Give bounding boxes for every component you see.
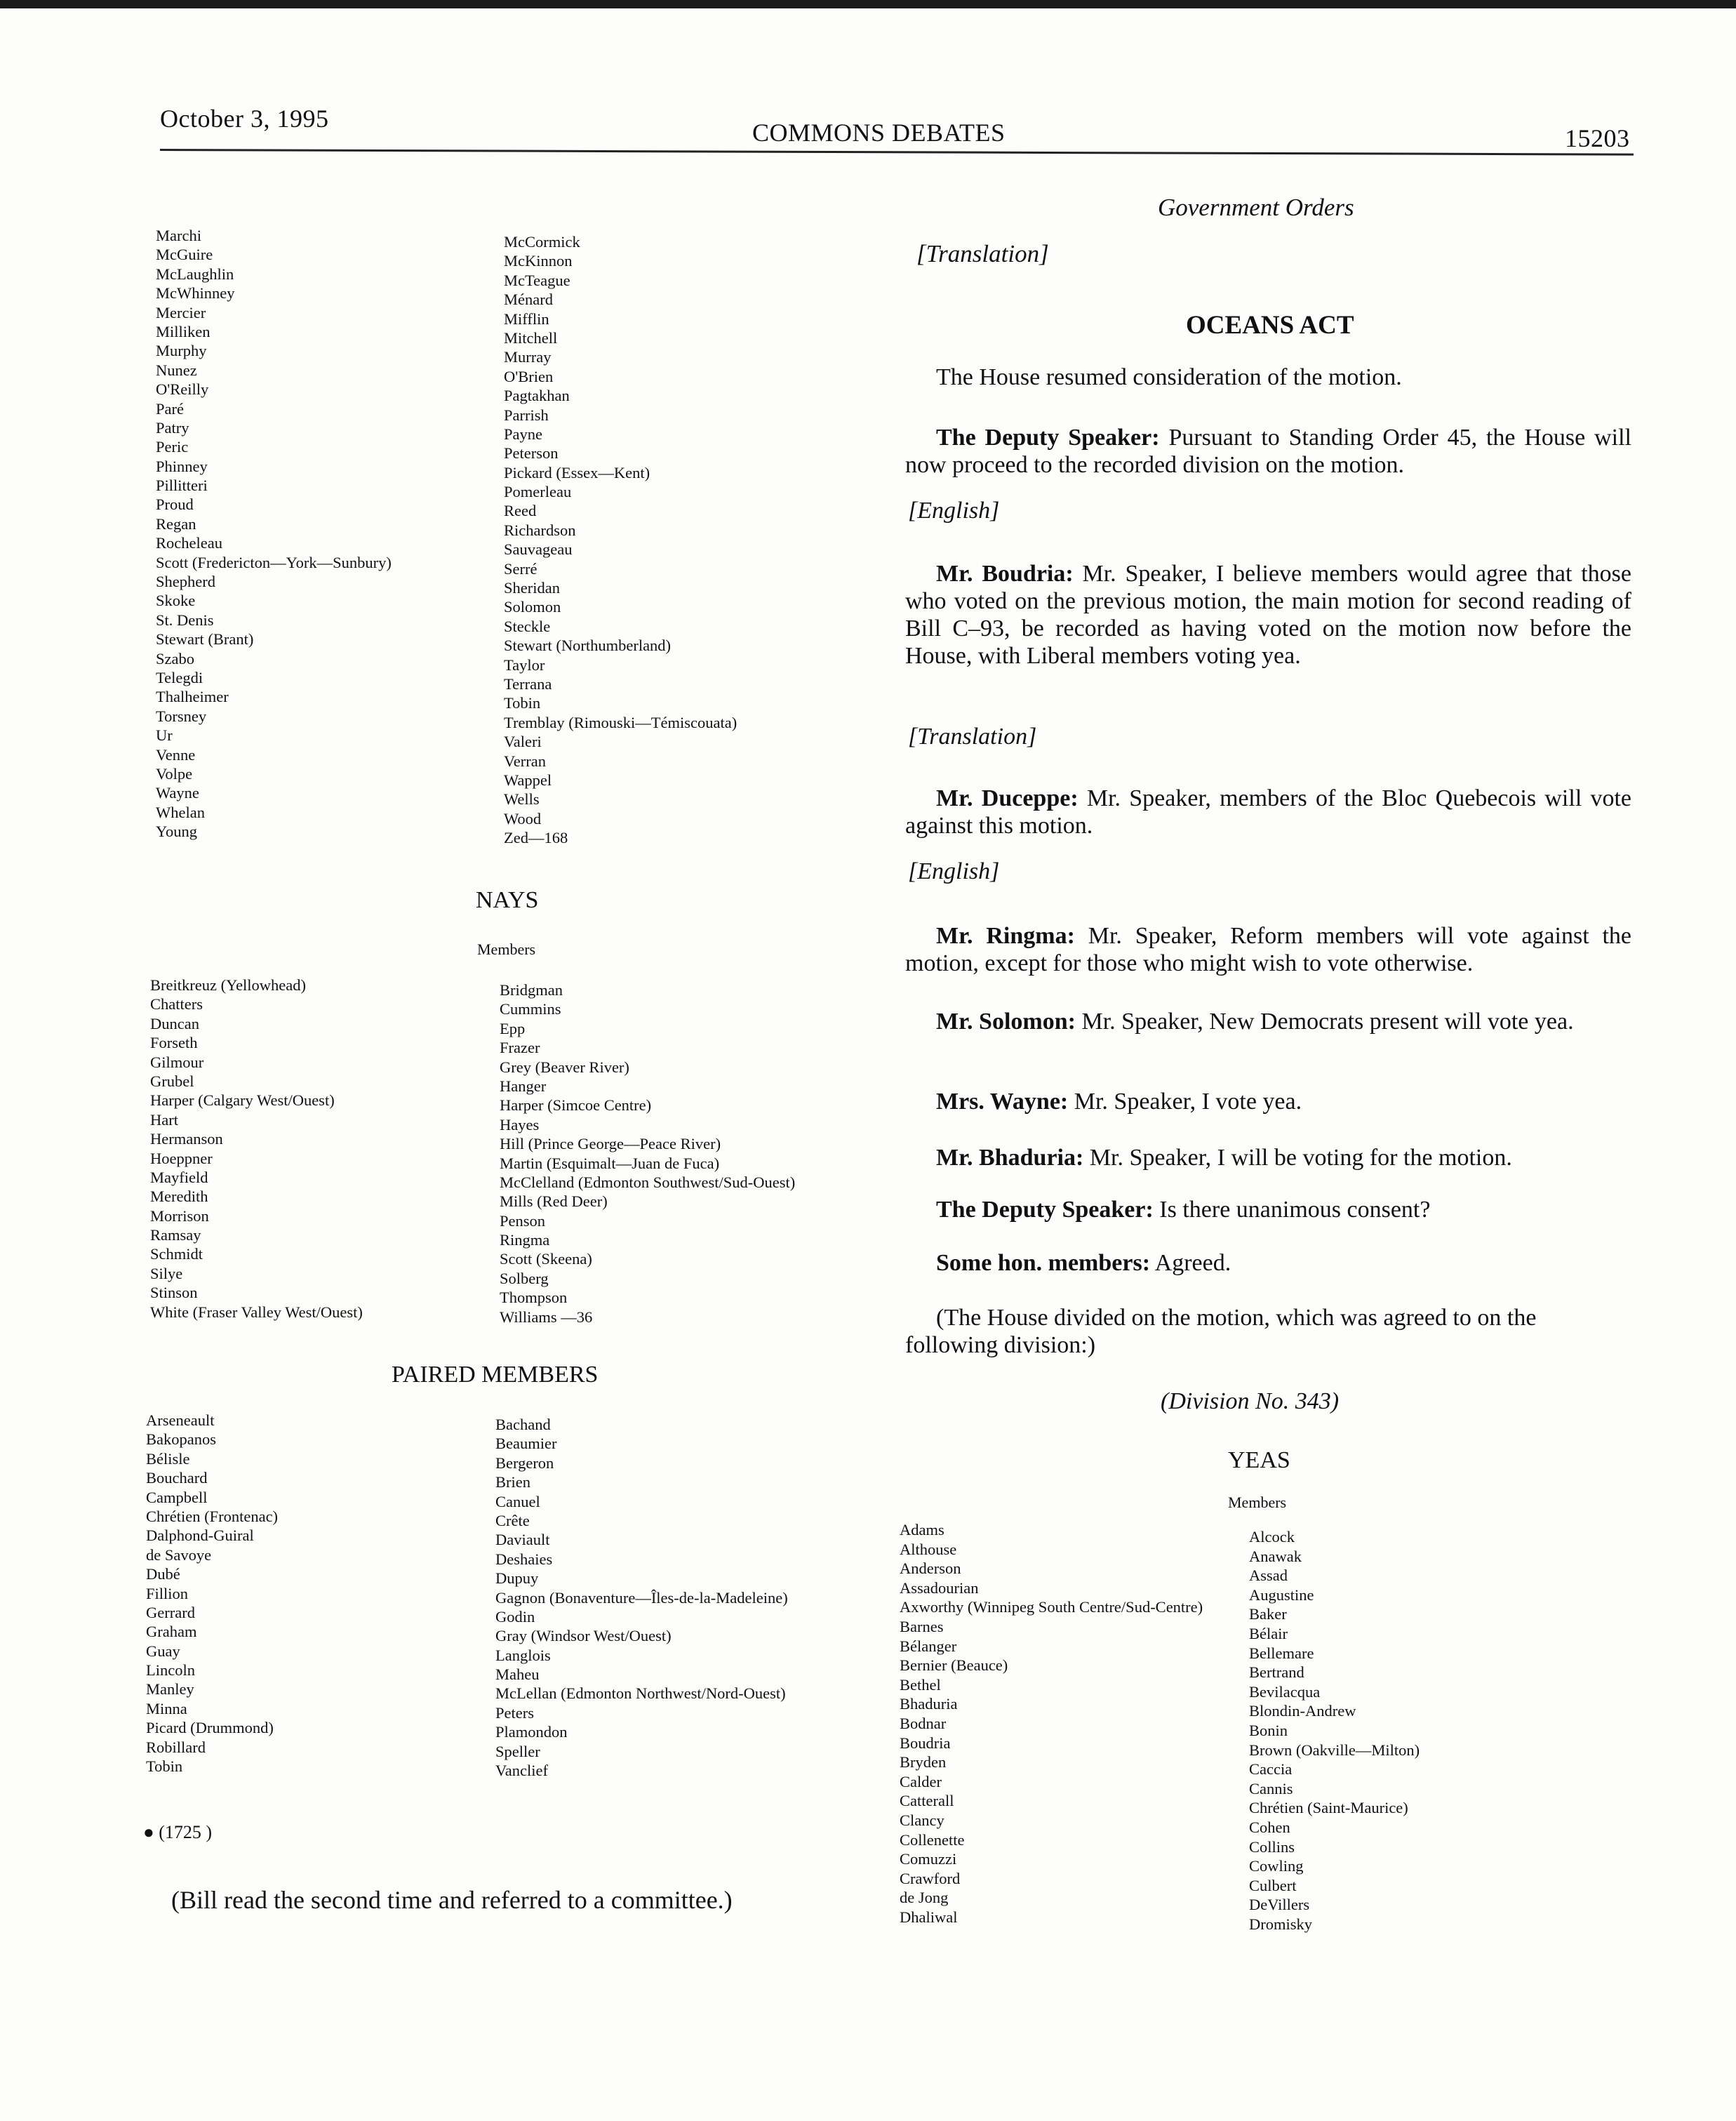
member-name: Verran: [504, 752, 546, 770]
member-name: Graham: [146, 1623, 197, 1641]
speaker-name: Mr. Boudria:: [936, 561, 1074, 587]
yeas-continued-col1: [156, 226, 392, 842]
member-name: Shepherd: [156, 573, 215, 591]
member-name: Marchi: [156, 227, 201, 244]
member-name: Cohen: [1249, 1818, 1290, 1836]
member-name: Manley: [146, 1680, 194, 1698]
speech-solomon: [905, 1008, 1631, 1035]
member-name: Dalphond-Guiral: [146, 1527, 254, 1545]
english-marker-2: [English]: [908, 858, 1000, 884]
member-name: McCormick: [504, 233, 580, 251]
speaker-name: Some hon. members:: [936, 1250, 1151, 1276]
member-name: Bertrand: [1249, 1663, 1304, 1682]
member-name: McKinnon: [504, 252, 573, 270]
time-marker: ● (1725 ): [143, 1822, 213, 1842]
member-name: Bodnar: [900, 1714, 947, 1732]
member-name: Plamondon: [495, 1723, 568, 1741]
member-name: Bonin: [1249, 1721, 1288, 1739]
member-name: Canuel: [495, 1492, 540, 1510]
member-name: Proud: [156, 496, 194, 514]
member-name: O'Brien: [504, 367, 554, 385]
member-name: Ur: [156, 726, 173, 745]
member-name: Hayes: [500, 1115, 540, 1133]
member-name: Bridgman: [500, 981, 563, 999]
member-name: Scott (Fredericton—York—Sunbury): [156, 553, 392, 571]
member-name: Wood: [504, 809, 542, 827]
member-name: Peterson: [504, 444, 559, 463]
speech-text: Mr. Speaker, Reform members will vote against the motion, except for those who might wish to vote otherwise.: [905, 923, 1631, 976]
member-name: Crête: [495, 1511, 530, 1529]
member-name: Zed—168: [504, 829, 568, 847]
member-name: Bethel: [900, 1675, 941, 1694]
member-name: de Jong: [900, 1889, 949, 1907]
member-name: Brown (Oakville—Milton): [1249, 1741, 1420, 1759]
member-name: Szabo: [156, 649, 194, 667]
member-name: Skoke: [156, 592, 196, 610]
member-name: Bergeron: [495, 1454, 554, 1472]
speech-boudria: [905, 560, 1631, 670]
header-title: COMMONS DEBATES: [752, 119, 1006, 147]
translation-marker-1: [Translation]: [916, 240, 1049, 267]
member-name: Harper (Calgary West/Ouest): [150, 1091, 335, 1110]
member-name: Comuzzi: [900, 1850, 957, 1868]
member-name: Thompson: [500, 1289, 568, 1307]
paired-col1: [146, 1411, 278, 1776]
speech-text: Pursuant to Standing Order 45, the House will now proceed to the recorded division on the motion.: [905, 425, 1632, 478]
member-name: Ramsay: [150, 1226, 201, 1244]
speaker-name: Mr. Solomon:: [936, 1009, 1076, 1035]
speech-duceppe: [905, 785, 1631, 839]
member-name: Brien: [495, 1473, 530, 1491]
member-name: Ringma: [500, 1231, 550, 1249]
member-name: St. Denis: [156, 611, 214, 629]
member-name: Young: [156, 823, 197, 841]
member-name: Assadourian: [900, 1578, 979, 1597]
member-name: Grubel: [150, 1072, 194, 1090]
member-name: Anderson: [900, 1560, 961, 1578]
member-name: Phinney: [156, 457, 208, 475]
member-name: DeVillers: [1249, 1896, 1310, 1914]
member-name: Catterall: [900, 1792, 954, 1810]
member-name: Chrétien (Frontenac): [146, 1507, 279, 1525]
member-name: Richardson: [504, 521, 576, 539]
speech-bhaduria: [905, 1144, 1631, 1171]
nays-col2: [500, 980, 795, 1327]
member-name: Epp: [500, 1019, 526, 1037]
member-name: Solomon: [504, 598, 561, 616]
nays-members-label: Members: [477, 940, 536, 958]
yeas-heading: YEAS: [1228, 1447, 1290, 1473]
member-name: Collins: [1249, 1837, 1295, 1856]
member-name: Tremblay (Rimouski—Témiscouata): [504, 713, 737, 731]
speech-wayne: [905, 1088, 1631, 1115]
speaker-name: The Deputy Speaker:: [936, 1197, 1154, 1223]
member-name: Bhaduria: [900, 1695, 958, 1713]
member-name: Mills (Red Deer): [500, 1192, 608, 1211]
member-name: Silye: [150, 1264, 183, 1282]
speech-text: Mr. Speaker, I will be voting for the motion.: [1089, 1145, 1512, 1171]
yeas-col1: [900, 1520, 1203, 1927]
member-name: Dubé: [146, 1565, 180, 1583]
yeas-members-label: Members: [1228, 1494, 1287, 1511]
member-name: de Savoye: [146, 1545, 212, 1564]
member-name: Collenette: [900, 1830, 965, 1849]
speech-text: Mr. Speaker, I believe members would agree that those who voted on the previous motion, the main motion for second reading of Bill C–93, be recorded as having voted on the motion now before the House, with Liberal members voting yea.: [905, 561, 1631, 669]
member-name: Lincoln: [146, 1661, 195, 1680]
member-name: Williams —36: [500, 1308, 593, 1326]
member-name: Adams: [900, 1521, 944, 1538]
member-name: Hoeppner: [150, 1149, 213, 1167]
member-name: Solberg: [500, 1269, 549, 1287]
member-name: Alcock: [1249, 1528, 1295, 1545]
member-name: Baker: [1249, 1605, 1287, 1623]
member-name: Robillard: [146, 1738, 206, 1756]
member-name: Minna: [146, 1699, 187, 1717]
member-name: Volpe: [156, 764, 193, 783]
member-name: Mayfield: [150, 1168, 208, 1186]
member-name: Tobin: [146, 1757, 183, 1776]
member-name: Bakopanos: [146, 1430, 216, 1449]
member-name: Dupuy: [495, 1569, 539, 1588]
member-name: Daviault: [495, 1531, 550, 1549]
speaker-name: The Deputy Speaker:: [936, 425, 1160, 451]
member-name: Wells: [504, 790, 540, 809]
member-name: Taylor: [504, 656, 545, 674]
act-title: OCEANS ACT: [1186, 311, 1354, 340]
member-name: Blondin-Andrew: [1249, 1702, 1356, 1720]
member-name: McWhinney: [156, 284, 235, 302]
speech-some-members: [905, 1249, 1631, 1277]
member-name: Duncan: [150, 1014, 199, 1032]
speech-ringma: [905, 922, 1631, 977]
member-name: Grey (Beaver River): [500, 1058, 629, 1076]
member-name: Scott (Skeena): [500, 1250, 592, 1268]
section-label: Government Orders: [1158, 194, 1354, 221]
member-name: Culbert: [1249, 1876, 1297, 1894]
member-name: Barnes: [900, 1617, 944, 1635]
member-name: Whelan: [156, 803, 205, 821]
member-name: Calder: [900, 1772, 942, 1790]
bill-note: (Bill read the second time and referred to a committee.): [171, 1886, 733, 1914]
speaker-name: Mr. Duceppe:: [936, 785, 1079, 811]
member-name: Steckle: [504, 617, 551, 635]
member-name: Regan: [156, 514, 196, 533]
paired-members-heading: PAIRED MEMBERS: [392, 1362, 599, 1388]
member-name: Picard (Drummond): [146, 1719, 274, 1737]
member-name: Payne: [504, 425, 542, 443]
member-name: Assad: [1249, 1567, 1288, 1585]
member-name: Reed: [504, 502, 537, 520]
speech-deputy-speaker-2: [905, 1196, 1631, 1223]
header-date: October 3, 1995: [160, 105, 329, 133]
member-name: Bélair: [1249, 1624, 1288, 1642]
member-name: Gerrard: [146, 1603, 195, 1621]
member-name: Venne: [156, 745, 196, 764]
member-name: Telegdi: [156, 668, 203, 686]
member-name: Nunez: [156, 361, 197, 379]
member-name: Arseneault: [146, 1411, 215, 1429]
member-name: Stewart (Northumberland): [504, 637, 672, 655]
member-name: Bernier (Beauce): [900, 1656, 1008, 1675]
member-name: McLellan (Edmonton Northwest/Nord-Ouest): [495, 1684, 786, 1703]
member-name: Forseth: [150, 1034, 198, 1052]
member-name: Vanclief: [495, 1762, 548, 1780]
header-page-number: 15203: [1565, 124, 1630, 152]
member-name: Schmidt: [150, 1245, 203, 1263]
member-name: Deshaies: [495, 1550, 553, 1568]
member-name: Pagtakhan: [504, 387, 570, 405]
member-name: Peters: [495, 1703, 534, 1722]
member-name: Boudria: [900, 1734, 951, 1752]
member-name: Martin (Esquimalt—Juan de Fuca): [500, 1154, 720, 1172]
member-name: Bellemare: [1249, 1644, 1314, 1662]
member-name: Penson: [500, 1211, 546, 1230]
member-name: Augustine: [1249, 1585, 1314, 1604]
member-name: Dhaliwal: [900, 1908, 958, 1926]
speech-deputy-speaker-1: [905, 424, 1631, 479]
member-name: Hart: [150, 1110, 178, 1129]
member-name: White (Fraser Valley West/Ouest): [150, 1303, 363, 1321]
yeas-continued-col2: [504, 232, 737, 848]
member-name: Peric: [156, 438, 189, 456]
member-name: Parrish: [504, 406, 549, 424]
member-name: McGuire: [156, 246, 213, 264]
speech-text: Agreed.: [1154, 1250, 1231, 1276]
member-name: Wayne: [156, 784, 199, 802]
member-name: Mitchell: [504, 328, 558, 347]
member-name: Thalheimer: [156, 688, 229, 706]
member-name: Anawak: [1249, 1547, 1302, 1565]
member-name: Torsney: [156, 707, 207, 725]
member-name: Mercier: [156, 303, 206, 321]
member-name: Maheu: [495, 1665, 540, 1684]
member-name: Serré: [504, 559, 538, 578]
member-name: Meredith: [150, 1188, 208, 1206]
member-name: Beaumier: [495, 1435, 557, 1453]
member-name: Harper (Simcoe Centre): [500, 1096, 652, 1115]
member-name: Cannis: [1249, 1779, 1293, 1797]
member-name: Hill (Prince George—Peace River): [500, 1135, 721, 1153]
time-stamp: (1725 ): [159, 1822, 213, 1842]
member-name: Mifflin: [504, 310, 549, 328]
member-name: Althouse: [900, 1540, 957, 1558]
member-name: Chatters: [150, 995, 203, 1013]
nays-col1: [150, 976, 363, 1322]
member-name: Chrétien (Saint-Maurice): [1249, 1799, 1408, 1817]
member-name: Stinson: [150, 1284, 198, 1302]
member-name: Gagnon (Bonaventure—Îles-de-la-Madeleine): [495, 1588, 788, 1607]
member-name: Murray: [504, 348, 552, 366]
paired-col2: [495, 1415, 788, 1780]
division-note: (The House divided on the motion, which was agreed to on the following division:): [905, 1305, 1537, 1358]
member-name: Pickard (Essex—Kent): [504, 463, 650, 481]
member-name: Crawford: [900, 1869, 961, 1887]
yeas-col2: [1249, 1527, 1420, 1934]
member-name: Cummins: [500, 1000, 561, 1018]
member-name: McClelland (Edmonton Southwest/Sud-Ouest): [500, 1173, 796, 1191]
member-name: Tobin: [504, 694, 541, 712]
member-name: Bachand: [495, 1416, 551, 1433]
translation-marker-2: [Translation]: [908, 724, 1037, 750]
member-name: Patry: [156, 418, 189, 437]
nays-heading: NAYS: [476, 887, 539, 913]
member-name: Bevilacqua: [1249, 1682, 1321, 1701]
member-name: Ménard: [504, 291, 553, 309]
member-name: Gray (Windsor West/Ouest): [495, 1627, 672, 1645]
member-name: Clancy: [900, 1811, 944, 1829]
member-name: Axworthy (Winnipeg South Centre/Sud-Centre): [900, 1598, 1203, 1616]
member-name: Bélisle: [146, 1449, 190, 1468]
member-name: Breitkreuz (Yellowhead): [150, 976, 307, 994]
member-name: Hanger: [500, 1077, 547, 1095]
speech-text: Mr. Speaker, I vote yea.: [1074, 1089, 1302, 1115]
speaker-name: Mr. Bhaduria:: [936, 1145, 1084, 1171]
member-name: Frazer: [500, 1039, 540, 1057]
division-number: (Division No. 343): [1161, 1388, 1340, 1414]
member-name: Bélanger: [900, 1637, 957, 1655]
speaker-name: Mrs. Wayne:: [936, 1089, 1069, 1115]
member-name: Dromisky: [1249, 1915, 1312, 1933]
member-name: O'Reilly: [156, 380, 209, 399]
member-name: Valeri: [504, 733, 542, 751]
member-name: Fillion: [146, 1584, 189, 1602]
member-name: Bryden: [900, 1753, 947, 1771]
page-top-edge: [0, 0, 1736, 8]
member-name: Campbell: [146, 1488, 208, 1506]
member-name: Murphy: [156, 342, 207, 360]
member-name: Milliken: [156, 322, 211, 340]
member-name: Paré: [156, 399, 184, 418]
resumed-paragraph: The House resumed consideration of the motion.: [936, 364, 1402, 390]
english-marker-1: [English]: [908, 498, 1000, 524]
member-name: Wappel: [504, 771, 552, 789]
speech-text: Is there unanimous consent?: [1159, 1197, 1431, 1223]
member-name: Cowling: [1249, 1857, 1304, 1875]
member-name: Stewart (Brant): [156, 630, 254, 649]
member-name: Godin: [495, 1607, 535, 1625]
header-rule: [160, 149, 1634, 156]
speaker-name: Mr. Ringma:: [936, 923, 1075, 949]
speech-text: Mr. Speaker, New Democrats present will vote yea.: [1081, 1009, 1574, 1035]
member-name: Caccia: [1249, 1760, 1293, 1778]
member-name: Morrison: [150, 1206, 209, 1225]
member-name: Guay: [146, 1642, 180, 1660]
member-name: McLaughlin: [156, 265, 234, 283]
member-name: Pillitteri: [156, 477, 208, 495]
member-name: Rocheleau: [156, 534, 222, 552]
member-name: Langlois: [495, 1646, 551, 1664]
speech-text: Mr. Speaker, members of the Bloc Quebecois will vote against this motion.: [905, 785, 1632, 839]
member-name: McTeague: [504, 271, 570, 289]
member-name: Bouchard: [146, 1469, 208, 1487]
member-name: Terrana: [504, 674, 552, 693]
member-name: Sheridan: [504, 579, 560, 597]
member-name: Hermanson: [150, 1130, 223, 1148]
member-name: Speller: [495, 1742, 540, 1760]
member-name: Pomerleau: [504, 483, 572, 501]
member-name: Sauvageau: [504, 540, 573, 559]
member-name: Gilmour: [150, 1053, 204, 1071]
